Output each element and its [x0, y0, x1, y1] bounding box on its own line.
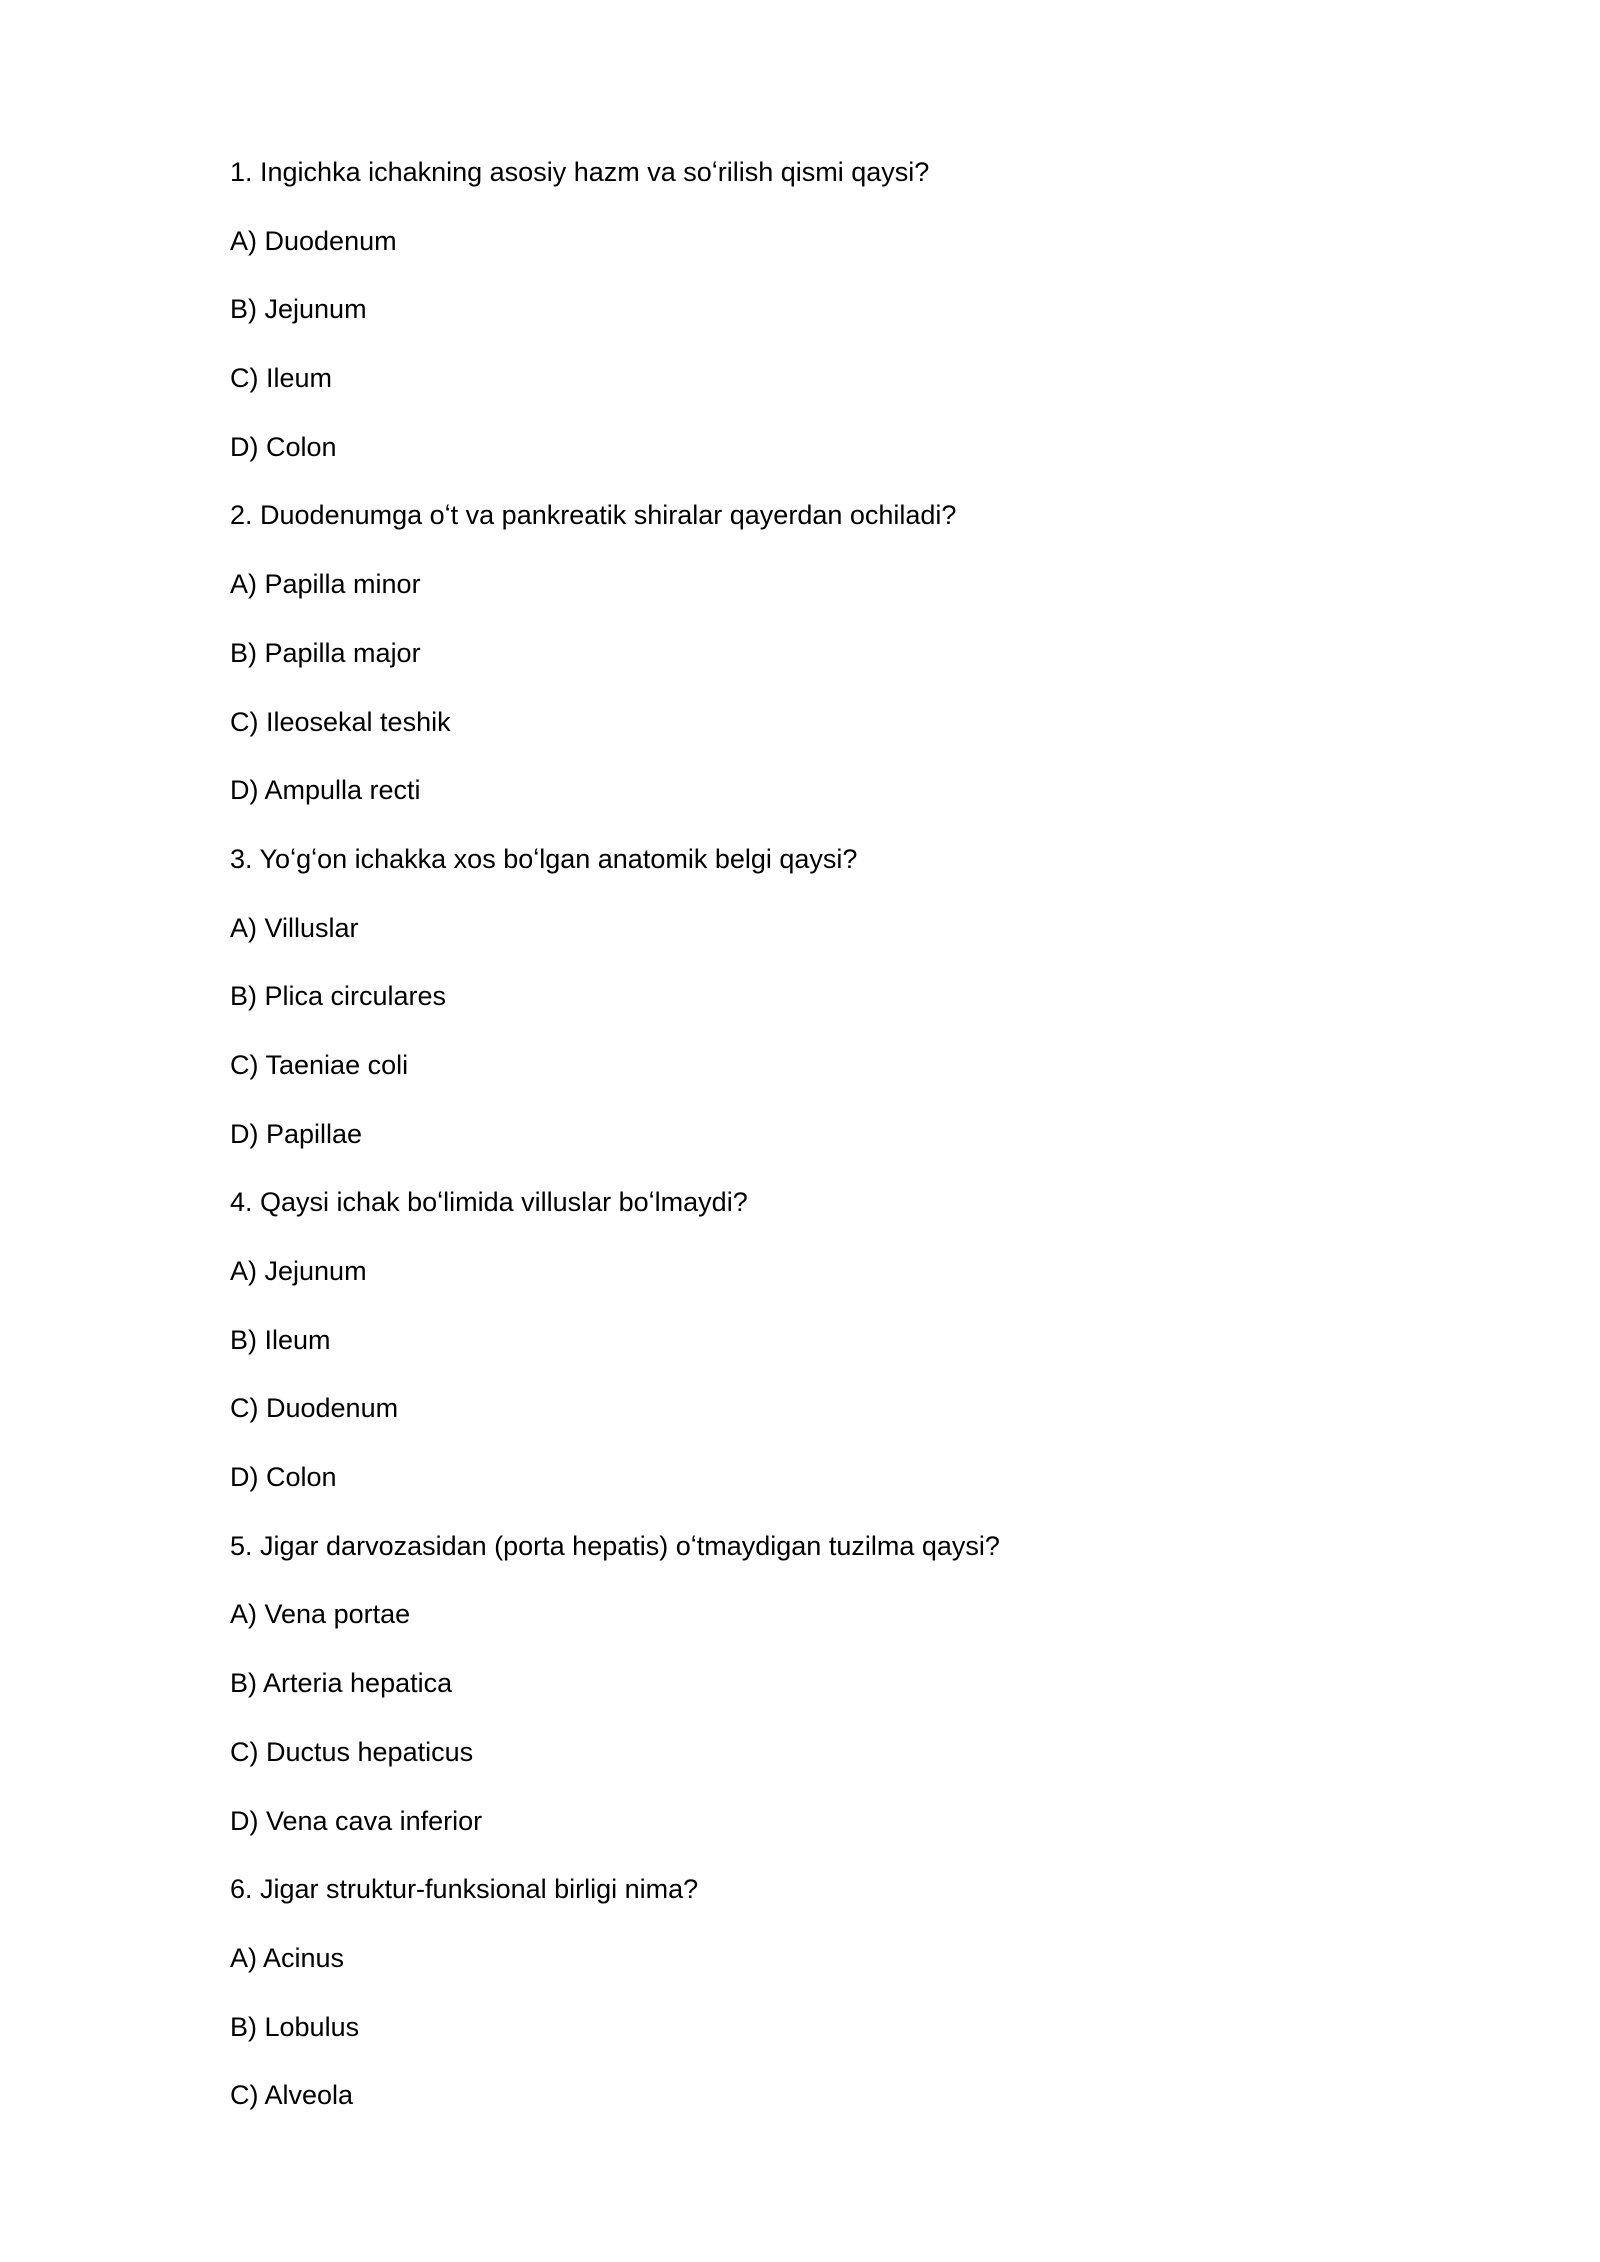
option-b: B) Plica circulares [230, 981, 447, 1012]
question-text: 1. Ingichka ichakning asosiy hazm va soʻrilish qismi qaysi? [230, 157, 930, 187]
option-b: B) Lobulus [230, 2011, 360, 2042]
option-c: C) Ductus hepaticus [230, 1736, 474, 1767]
option-b: B) Papilla major [230, 637, 421, 668]
option-b: B) Jejunum [230, 294, 367, 325]
option-c: C) Taeniae coli [230, 1049, 409, 1080]
option-c: C) Alveola [230, 2080, 354, 2111]
question-block-1 [230, 150, 1370, 493]
question-block-3 [230, 837, 1370, 1180]
option-d: D) Papillae [230, 1118, 363, 1149]
option-b: B) Ileum [230, 1324, 331, 1355]
option-a: A) Vena portae [230, 1599, 411, 1630]
option-c: C) Ileum [230, 363, 333, 394]
option-d: D) Vena cava inferior [230, 1805, 483, 1836]
option-d: D) Colon [230, 1462, 337, 1493]
option-a: A) Acinus [230, 1942, 345, 1973]
option-c: C) Duodenum [230, 1393, 399, 1424]
question-block-6 [230, 1867, 1370, 2142]
question-text: 5. Jigar darvozasidan (porta hepatis) oʻtmaydigan tuzilma qaysi? [230, 1530, 1000, 1561]
question-text: 6. Jigar struktur-funksional birligi nima? [230, 1874, 699, 1905]
question-text: 4. Qaysi ichak boʻlimida villuslar boʻlmaydi? [230, 1187, 748, 1218]
question-block-5 [230, 1524, 1370, 1867]
option-c: C) Ileosekal teshik [230, 706, 451, 737]
question-list [230, 150, 1370, 2142]
option-a: A) Jejunum [230, 1256, 367, 1286]
option-a: A) Duodenum [230, 225, 397, 256]
question-block-2 [230, 493, 1370, 836]
question-text: 2. Duodenumga oʻt va pankreatik shiralar qayerdan ochiladi? [230, 500, 957, 531]
option-d: D) Ampulla recti [230, 775, 421, 806]
option-b: B) Arteria hepatica [230, 1668, 453, 1699]
option-a: A) Villuslar [230, 912, 359, 943]
question-block-4 [230, 1180, 1370, 1523]
option-d: D) Colon [230, 431, 337, 462]
question-text: 3. Yoʻgʻon ichakka xos boʻlgan anatomik belgi qaysi? [230, 843, 858, 874]
option-a: A) Papilla minor [230, 569, 421, 600]
